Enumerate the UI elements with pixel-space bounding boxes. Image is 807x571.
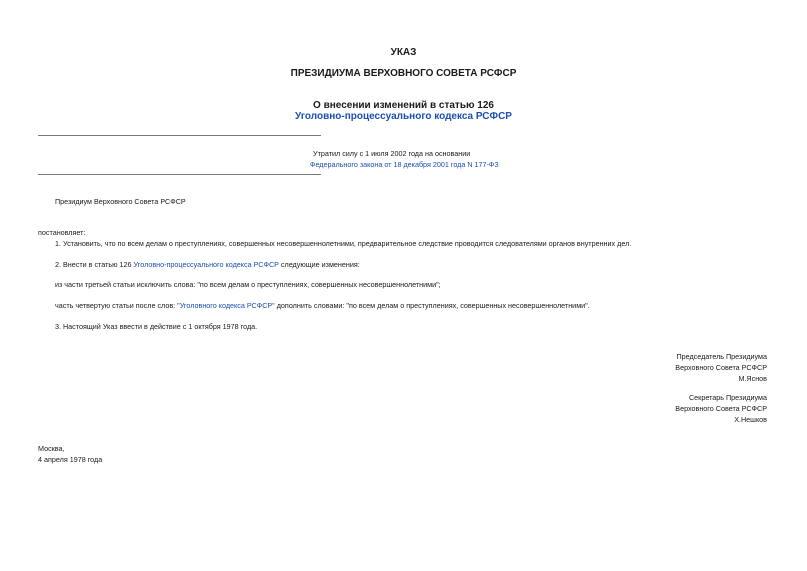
item-1: 1. Установить, что по всем делам о преступлениях, совершенных несовершеннолетними, предварительное следствие проводится следователями органов внутренних дел. <box>55 239 632 248</box>
resolves-text: постановляет: <box>38 228 86 237</box>
secretary-title-line2: Верховного Совета РСФСР <box>675 404 767 413</box>
chair-title-line1: Председатель Президиума <box>676 352 767 361</box>
part-3-change: из части третьей статьи исключить слова: "по всем делам о преступлениях, совершенных несовершеннолетними"; <box>55 280 441 289</box>
divider-bottom <box>38 174 321 175</box>
part-4-suffix: дополнить словами: "по всем делам о преступлениях, совершенных несовершеннолетними". <box>274 301 590 310</box>
secretary-title-line1: Секретарь Президиума <box>688 393 767 402</box>
part-4-prefix: часть четвертую статьи после слов: <box>55 301 178 310</box>
item-2-code-link[interactable]: Уголовно-процессуального кодекса РСФСР <box>133 260 279 269</box>
secretary-name: Х.Нешков <box>734 415 767 424</box>
divider-top <box>38 135 321 136</box>
subject-title: О внесении изменений в статью 126 <box>313 100 494 111</box>
subject-code-link[interactable]: Уголовно-процессуального кодекса РСФСР <box>295 111 512 122</box>
item-2-prefix: 2. Внести в статью 126 <box>55 260 134 269</box>
federal-law-link[interactable]: Федерального закона от 18 декабря 2001 года N 177-ФЗ <box>310 160 499 169</box>
part-4-change <box>55 302 590 309</box>
decree-title: УКАЗ <box>390 47 417 58</box>
issuer-text: Президиум Верховного Совета РСФСР <box>55 197 186 206</box>
criminal-code-link[interactable]: "Уголовного кодекса РСФСР" <box>177 301 275 310</box>
presidium-title: ПРЕЗИДИУМА ВЕРХОВНОГО СОВЕТА РСФСР <box>290 68 517 79</box>
item-2 <box>55 261 360 268</box>
date-text: 4 апреля 1978 года <box>38 455 103 464</box>
expired-note: Утратил силу с 1 июля 2002 года на основании <box>313 149 471 158</box>
chair-name: М.Яснов <box>738 374 767 383</box>
chair-title-line2: Верховного Совета РСФСР <box>675 363 767 372</box>
item-3: 3. Настоящий Указ ввести в действие с 1 октября 1978 года. <box>55 322 258 331</box>
item-2-suffix: следующие изменения: <box>278 260 360 269</box>
place-text: Москва, <box>38 444 65 453</box>
